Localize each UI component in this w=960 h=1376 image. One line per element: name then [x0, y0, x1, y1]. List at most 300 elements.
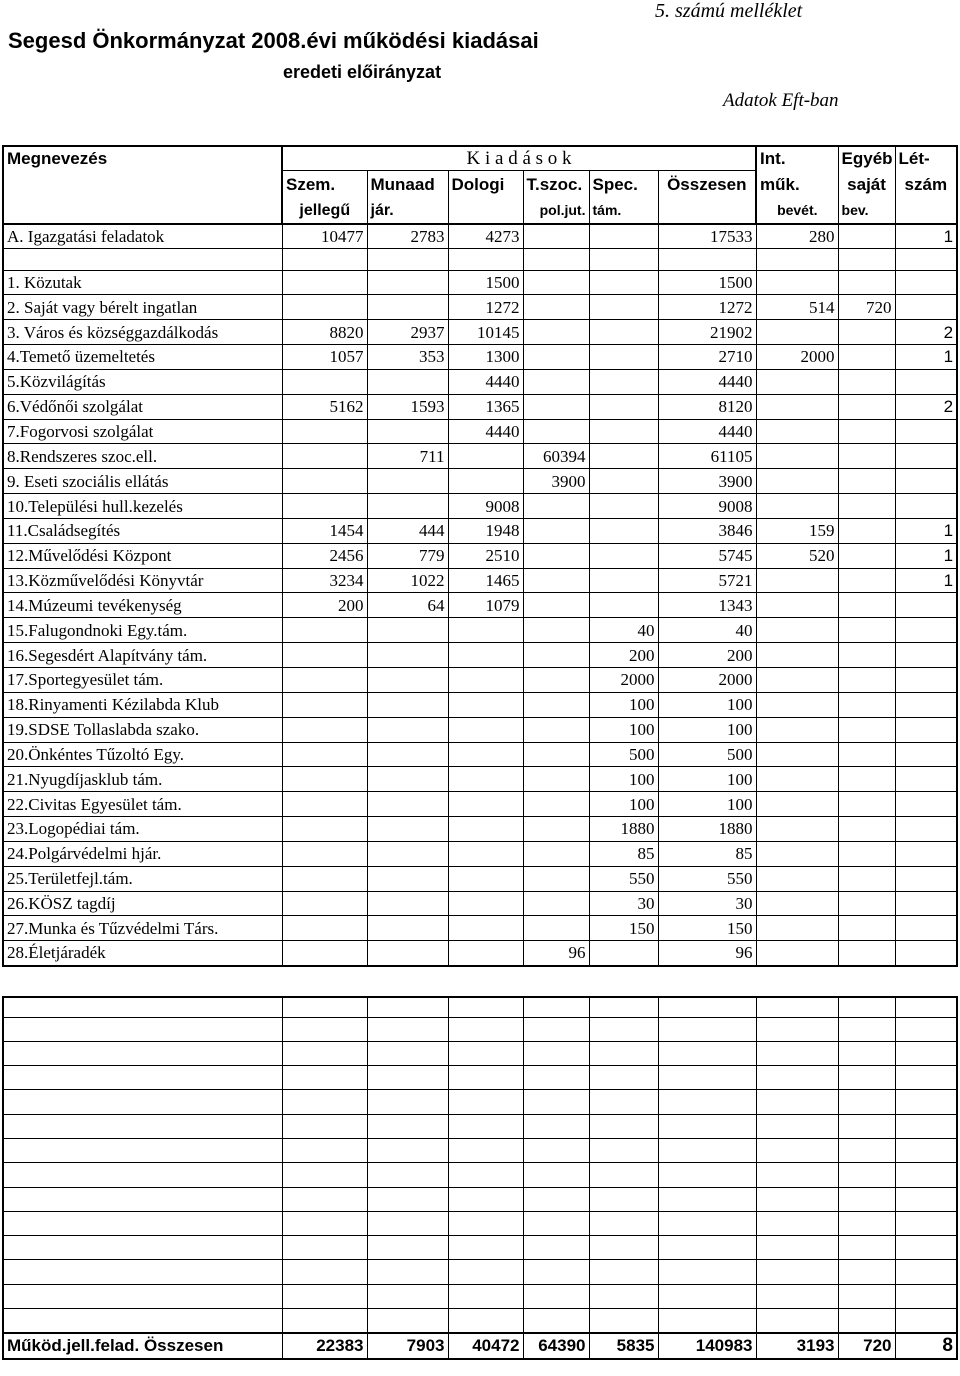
cell-munaad: 64 — [367, 593, 448, 618]
row-label: 21.Nyugdíjasklub tám. — [3, 767, 282, 792]
cell-int — [756, 369, 838, 394]
cell-tszoc — [523, 295, 589, 320]
cell-osszesen: 17533 — [658, 224, 756, 248]
cell-let: 1 — [895, 345, 957, 370]
spacer-row — [3, 248, 957, 270]
empty-cell — [658, 1114, 756, 1138]
header-row — [3, 198, 957, 224]
cell-tszoc — [523, 543, 589, 568]
cell-szem — [282, 295, 367, 320]
empty-row — [3, 1114, 957, 1138]
empty-row — [3, 1163, 957, 1187]
row-label: 15.Falugondnoki Egy.tám. — [3, 618, 282, 643]
cell-let — [895, 270, 957, 295]
cell-egyeb — [838, 668, 895, 693]
cell-let — [895, 494, 957, 519]
empty-cell — [3, 1138, 282, 1162]
cell-let — [895, 593, 957, 618]
empty-cell — [756, 1017, 838, 1041]
row-label: 12.Művelődési Központ — [3, 543, 282, 568]
cell-osszesen: 8120 — [658, 394, 756, 419]
cell-osszesen: 21902 — [658, 320, 756, 345]
cell-let — [895, 369, 957, 394]
cell-tszoc — [523, 568, 589, 593]
cell-osszesen: 5745 — [658, 543, 756, 568]
empty-cell — [282, 1066, 367, 1090]
spacer-cell — [658, 248, 756, 270]
empty-cell — [523, 1090, 589, 1114]
cell-let: 8 — [895, 1333, 957, 1359]
cell-dologi — [448, 792, 523, 817]
cell-munaad — [367, 767, 448, 792]
header-row — [3, 170, 957, 198]
empty-cell — [658, 1041, 756, 1065]
cell-dologi — [448, 444, 523, 469]
table-row — [3, 891, 957, 916]
empty-cell — [658, 1017, 756, 1041]
empty-cell — [3, 1114, 282, 1138]
cell-osszesen: 85 — [658, 841, 756, 866]
cell-munaad — [367, 941, 448, 966]
empty-cell — [523, 1211, 589, 1235]
empty-cell — [838, 1309, 895, 1333]
empty-cell — [523, 1284, 589, 1308]
cell-spec — [589, 419, 658, 444]
cell-egyeb — [838, 692, 895, 717]
cell-egyeb — [838, 941, 895, 966]
cell-szem — [282, 692, 367, 717]
table-row — [3, 792, 957, 817]
cell-dologi: 1272 — [448, 295, 523, 320]
empty-cell — [448, 1138, 523, 1162]
table-row — [3, 817, 957, 842]
empty-row — [3, 1041, 957, 1065]
cell-int — [756, 668, 838, 693]
cell-dologi — [448, 469, 523, 494]
spacer-cell — [895, 248, 957, 270]
cell-spec: 1880 — [589, 817, 658, 842]
header-bevet: bevét. — [756, 198, 838, 224]
header-let: Lét- — [895, 146, 957, 170]
cell-egyeb — [838, 320, 895, 345]
empty-cell — [3, 1017, 282, 1041]
empty-cell — [448, 1309, 523, 1333]
cell-egyeb — [838, 444, 895, 469]
cell-munaad — [367, 469, 448, 494]
cell-dologi — [448, 717, 523, 742]
cell-munaad — [367, 369, 448, 394]
empty-cell — [756, 1114, 838, 1138]
cell-dologi: 9008 — [448, 494, 523, 519]
cell-egyeb — [838, 866, 895, 891]
empty-cell — [282, 1163, 367, 1187]
empty-cell — [3, 1260, 282, 1284]
empty-cell — [838, 1017, 895, 1041]
empty-cell — [589, 1138, 658, 1162]
empty-cell — [895, 1211, 957, 1235]
cell-spec — [589, 394, 658, 419]
table-row — [3, 593, 957, 618]
row-label: 24.Polgárvédelmi hjár. — [3, 841, 282, 866]
header-egyeb: Egyéb — [838, 146, 895, 170]
cell-tszoc — [523, 792, 589, 817]
cell-tszoc — [523, 270, 589, 295]
empty-cell — [589, 1260, 658, 1284]
cell-spec — [589, 444, 658, 469]
cell-egyeb — [838, 394, 895, 419]
cell-egyeb — [838, 518, 895, 543]
cell-int — [756, 742, 838, 767]
cell-dologi — [448, 643, 523, 668]
cell-let — [895, 941, 957, 966]
document-subtitle: eredeti előirányzat — [283, 62, 442, 82]
cell-spec: 100 — [589, 692, 658, 717]
empty-cell — [658, 1138, 756, 1162]
cell-munaad: 444 — [367, 518, 448, 543]
empty-cell — [756, 1236, 838, 1260]
cell-spec: 100 — [589, 792, 658, 817]
empty-cell — [756, 1284, 838, 1308]
cell-egyeb — [838, 224, 895, 248]
cell-tszoc — [523, 320, 589, 345]
cell-szem — [282, 916, 367, 941]
cell-int — [756, 866, 838, 891]
empty-cell — [3, 1163, 282, 1187]
cell-munaad — [367, 618, 448, 643]
cell-spec: 150 — [589, 916, 658, 941]
cell-szem — [282, 866, 367, 891]
cell-tszoc — [523, 593, 589, 618]
row-label: 19.SDSE Tollaslabda szako. — [3, 717, 282, 742]
cell-dologi: 1948 — [448, 518, 523, 543]
cell-spec — [589, 543, 658, 568]
empty-cell — [3, 1236, 282, 1260]
annex-label: 5. számú melléklet — [655, 0, 803, 22]
cell-spec: 500 — [589, 742, 658, 767]
empty-cell — [367, 1284, 448, 1308]
table-row — [3, 767, 957, 792]
cell-int — [756, 320, 838, 345]
cell-egyeb — [838, 717, 895, 742]
empty-cell — [838, 1260, 895, 1284]
empty-cell — [895, 1260, 957, 1284]
cell-osszesen: 100 — [658, 792, 756, 817]
empty-cell — [523, 1163, 589, 1187]
empty-cell — [367, 1309, 448, 1333]
cell-spec: 85 — [589, 841, 658, 866]
cell-spec — [589, 224, 658, 248]
cell-tszoc — [523, 767, 589, 792]
empty-cell — [838, 1090, 895, 1114]
empty-cell — [838, 997, 895, 1017]
cell-egyeb — [838, 568, 895, 593]
row-label: 23.Logopédiai tám. — [3, 817, 282, 842]
cell-szem — [282, 444, 367, 469]
empty-cell — [282, 1017, 367, 1041]
cell-tszoc — [523, 494, 589, 519]
cell-dologi: 4440 — [448, 419, 523, 444]
cell-szem: 3234 — [282, 568, 367, 593]
empty-cell — [448, 1260, 523, 1284]
section-row — [3, 224, 957, 248]
empty-cell — [756, 1138, 838, 1162]
cell-int — [756, 891, 838, 916]
cell-tszoc — [523, 618, 589, 643]
table-row — [3, 419, 957, 444]
cell-munaad — [367, 494, 448, 519]
cell-egyeb: 720 — [838, 1333, 895, 1359]
empty-cell — [367, 1017, 448, 1041]
cell-osszesen: 4440 — [658, 369, 756, 394]
empty-cell — [838, 1236, 895, 1260]
empty-cell — [282, 1090, 367, 1114]
cell-munaad — [367, 792, 448, 817]
cell-tszoc — [523, 224, 589, 248]
cell-dologi — [448, 866, 523, 891]
cell-int — [756, 817, 838, 842]
empty-cell — [448, 1187, 523, 1211]
cell-dologi: 1079 — [448, 593, 523, 618]
empty-cell — [448, 1163, 523, 1187]
empty-cell — [523, 997, 589, 1017]
empty-cell — [589, 1114, 658, 1138]
header-int: Int. — [756, 146, 838, 170]
empty-cell — [895, 1187, 957, 1211]
header-dologi: Dologi — [448, 170, 523, 198]
cell-dologi — [448, 767, 523, 792]
empty-cell — [3, 1211, 282, 1235]
unit-label: Adatok Eft-ban — [723, 90, 839, 111]
row-label: 22.Civitas Egyesület tám. — [3, 792, 282, 817]
cell-osszesen: 2000 — [658, 668, 756, 693]
cell-dologi: 1465 — [448, 568, 523, 593]
cell-int — [756, 568, 838, 593]
cell-spec: 100 — [589, 717, 658, 742]
cell-int — [756, 593, 838, 618]
empty-row — [3, 1260, 957, 1284]
header-tszoc: T.szoc. — [523, 170, 589, 198]
cell-osszesen: 4440 — [658, 419, 756, 444]
cell-osszesen: 96 — [658, 941, 756, 966]
cell-dologi — [448, 891, 523, 916]
cell-osszesen: 2710 — [658, 345, 756, 370]
empty-cell — [523, 1138, 589, 1162]
cell-osszesen: 100 — [658, 717, 756, 742]
cell-osszesen: 61105 — [658, 444, 756, 469]
empty-cell — [658, 1211, 756, 1235]
empty-cell — [756, 1163, 838, 1187]
empty-cell — [756, 1309, 838, 1333]
cell-let — [895, 692, 957, 717]
cell-tszoc: 96 — [523, 941, 589, 966]
row-label: 17.Sportegyesület tám. — [3, 668, 282, 693]
cell-spec — [589, 593, 658, 618]
cell-osszesen: 9008 — [658, 494, 756, 519]
empty-cell — [589, 997, 658, 1017]
table-row — [3, 742, 957, 767]
empty-cell — [589, 1187, 658, 1211]
cell-szem — [282, 494, 367, 519]
cell-szem: 5162 — [282, 394, 367, 419]
cell-let — [895, 295, 957, 320]
cell-osszesen: 1272 — [658, 295, 756, 320]
cell-szem — [282, 668, 367, 693]
cell-osszesen: 3846 — [658, 518, 756, 543]
cell-szem: 8820 — [282, 320, 367, 345]
cell-spec: 30 — [589, 891, 658, 916]
header-name: Megnevezés — [3, 146, 282, 170]
cell-spec: 200 — [589, 643, 658, 668]
table-row — [3, 941, 957, 966]
empty-cell — [448, 1236, 523, 1260]
spacer-cell — [3, 248, 282, 270]
header-munaad: Munaad — [367, 170, 448, 198]
cell-int — [756, 941, 838, 966]
cell-dologi: 1300 — [448, 345, 523, 370]
empty-cell — [756, 1066, 838, 1090]
cell-egyeb — [838, 916, 895, 941]
cell-let: 1 — [895, 518, 957, 543]
row-label: 14.Múzeumi tevékenység — [3, 593, 282, 618]
cell-let — [895, 841, 957, 866]
cell-szem: 200 — [282, 593, 367, 618]
cell-dologi: 40472 — [448, 1333, 523, 1359]
table-row — [3, 668, 957, 693]
empty-cell — [838, 1284, 895, 1308]
cell-egyeb — [838, 369, 895, 394]
row-label: 20.Önkéntes Tűzoltó Egy. — [3, 742, 282, 767]
empty-row — [3, 1138, 957, 1162]
empty-cell — [589, 1236, 658, 1260]
cell-let — [895, 866, 957, 891]
cell-osszesen: 1880 — [658, 817, 756, 842]
empty-row — [3, 1187, 957, 1211]
cell-let — [895, 792, 957, 817]
empty-cell — [589, 1090, 658, 1114]
cell-osszesen: 5721 — [658, 568, 756, 593]
empty-cell — [658, 1187, 756, 1211]
empty-cell — [838, 1041, 895, 1065]
cell-dologi: 10145 — [448, 320, 523, 345]
header-blank — [3, 170, 282, 198]
empty-cell — [3, 1309, 282, 1333]
empty-cell — [658, 997, 756, 1017]
header-kiadasok: K i a d á s o k — [282, 146, 756, 170]
empty-cell — [448, 1114, 523, 1138]
table-row — [3, 717, 957, 742]
cell-szem — [282, 369, 367, 394]
empty-cell — [3, 1187, 282, 1211]
empty-cell — [658, 1309, 756, 1333]
row-label: 9. Eseti szociális ellátás — [3, 469, 282, 494]
empty-cell — [448, 1090, 523, 1114]
empty-cell — [448, 1041, 523, 1065]
cell-let: 2 — [895, 320, 957, 345]
empty-cell — [895, 1309, 957, 1333]
cell-dologi: 2510 — [448, 543, 523, 568]
cell-tszoc — [523, 841, 589, 866]
empty-cell — [367, 1236, 448, 1260]
empty-cell — [589, 1309, 658, 1333]
cell-tszoc — [523, 866, 589, 891]
cell-let — [895, 444, 957, 469]
row-label: 28.Életjáradék — [3, 941, 282, 966]
cell-spec — [589, 270, 658, 295]
empty-cell — [838, 1138, 895, 1162]
empty-cell — [756, 1211, 838, 1235]
table-row — [3, 444, 957, 469]
cell-dologi: 4273 — [448, 224, 523, 248]
cell-egyeb — [838, 891, 895, 916]
cell-egyeb — [838, 817, 895, 842]
empty-cell — [895, 997, 957, 1017]
empty-cell — [523, 1041, 589, 1065]
cell-int — [756, 270, 838, 295]
empty-cell — [895, 1090, 957, 1114]
empty-cell — [589, 1041, 658, 1065]
row-label: 3. Város és községgazdálkodás — [3, 320, 282, 345]
table-row — [3, 394, 957, 419]
empty-cell — [838, 1066, 895, 1090]
empty-cell — [589, 1163, 658, 1187]
empty-cell — [3, 1041, 282, 1065]
table-row — [3, 618, 957, 643]
cell-spec — [589, 320, 658, 345]
cell-szem — [282, 841, 367, 866]
empty-cell — [282, 1260, 367, 1284]
cell-munaad: 353 — [367, 345, 448, 370]
cell-let: 1 — [895, 224, 957, 248]
cell-int: 3193 — [756, 1333, 838, 1359]
cell-szem: 2456 — [282, 543, 367, 568]
row-label: 8.Rendszeres szoc.ell. — [3, 444, 282, 469]
cell-spec: 5835 — [589, 1333, 658, 1359]
cell-let — [895, 767, 957, 792]
row-label: 13.Közművelődési Könyvtár — [3, 568, 282, 593]
cell-osszesen: 500 — [658, 742, 756, 767]
header-szem: Szem. — [282, 170, 367, 198]
header-jellegu: jellegű — [282, 198, 367, 224]
header-blank — [448, 198, 523, 224]
empty-cell — [367, 1138, 448, 1162]
cell-munaad — [367, 841, 448, 866]
cell-let — [895, 817, 957, 842]
empty-cell — [523, 1017, 589, 1041]
cell-egyeb — [838, 593, 895, 618]
cell-let: 1 — [895, 568, 957, 593]
cell-munaad — [367, 891, 448, 916]
empty-cell — [895, 1138, 957, 1162]
empty-cell — [448, 1211, 523, 1235]
empty-row — [3, 1017, 957, 1041]
header-blank — [3, 198, 282, 224]
table-row — [3, 568, 957, 593]
empty-cell — [838, 1187, 895, 1211]
cell-munaad: 2937 — [367, 320, 448, 345]
empty-cell — [895, 1163, 957, 1187]
cell-munaad — [367, 295, 448, 320]
cell-spec — [589, 295, 658, 320]
cell-egyeb — [838, 469, 895, 494]
cell-let — [895, 668, 957, 693]
empty-cell — [367, 1090, 448, 1114]
cell-int: 159 — [756, 518, 838, 543]
header-blank — [895, 198, 957, 224]
header-jar: jár. — [367, 198, 448, 224]
spacer-cell — [589, 248, 658, 270]
table-row — [3, 543, 957, 568]
row-label: 11.Családsegítés — [3, 518, 282, 543]
